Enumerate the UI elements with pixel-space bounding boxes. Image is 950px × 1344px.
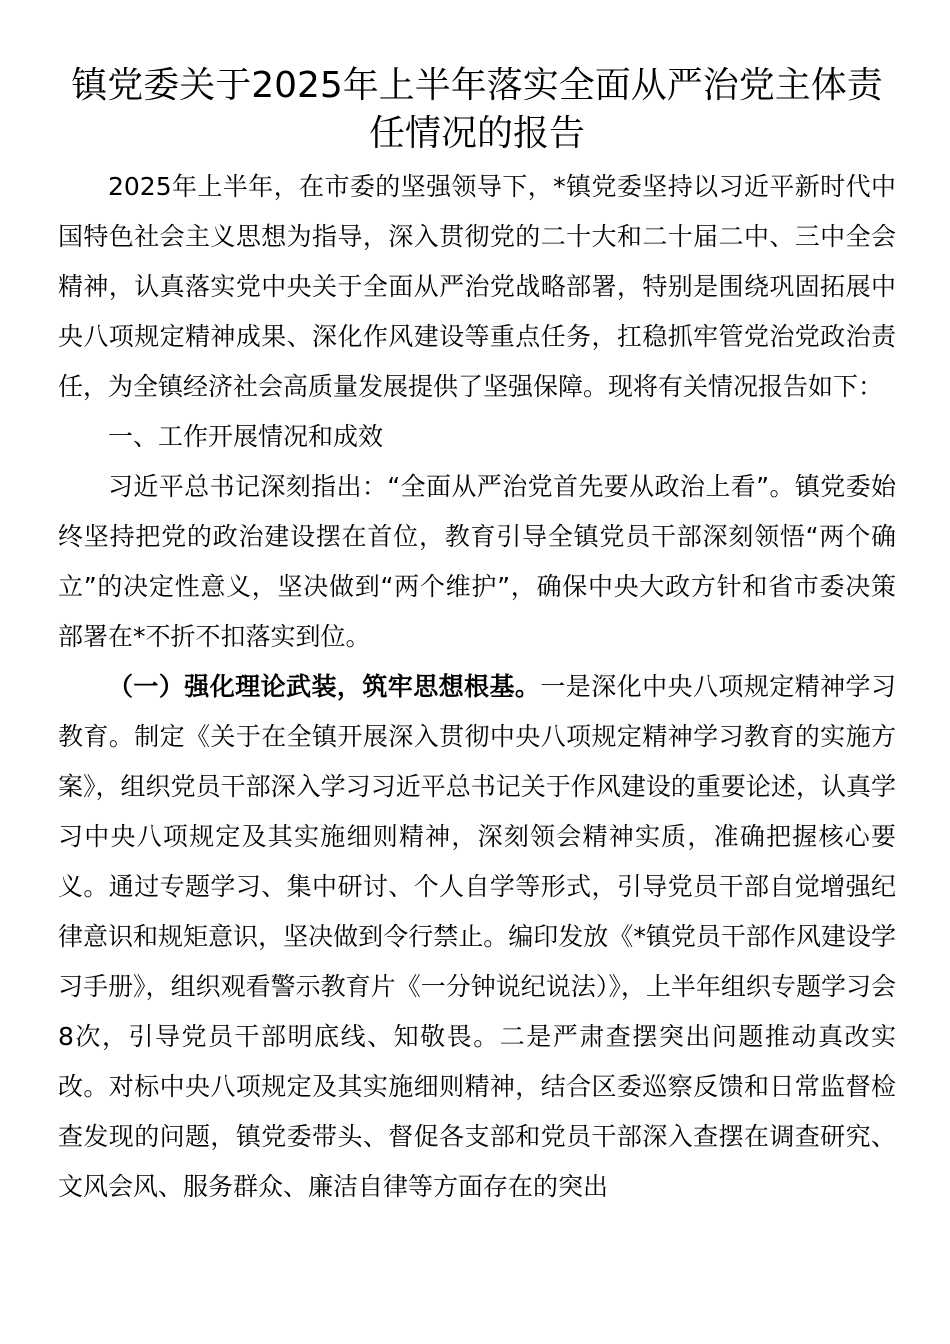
section-heading: 一、工作开展情况和成效 <box>108 422 384 451</box>
body-paragraph: 习近平总书记深刻指出：“全面从严治党首先要从政治上看”。镇党委始终坚持把党的政治建设摆在首位，教育引导全镇党员干部深刻领悟“两个确立”的决定性意义，坚决做到“两个维护”，确保中央大政方针和省市委决策部署在*不折不扣落实到位。 <box>58 472 896 651</box>
subsection-heading: （一）强化理论武装，筑牢思想根基。 <box>108 672 541 701</box>
intro-paragraph: 2025年上半年，在市委的坚强领导下，*镇党委坚持以习近平新时代中国特色社会主义思想为指导，深入贯彻党的二十大和二十届二中、三中全会精神，认真落实党中央关于全面从严治党战略部署，特别是围绕巩固拓展中央八项规定精神成果、深化作风建设等重点任务，扛稳抓牢管党治党政治责任，为全镇经济社会高质量发展提供了坚强保障。现将有关情况报告如下： <box>58 172 896 401</box>
document-title: 镇党委关于2025年上半年落实全面从严治党主体责任情况的报告 <box>71 65 883 154</box>
subsection-body: 一是深化中央八项规定精神学习教育。制定《关于在全镇开展深入贯彻中央八项规定精神学习教育的实施方案》，组织党员干部深入学习习近平总书记关于作风建设的重要论述，认真学习中央八项规定及其实施细则精神，深刻领会精神实质，准确把握核心要义。通过专题学习、集中研讨、个人自学等形式，引导党员干部自觉增强纪律意识和规矩意识，坚决做到令行禁止。编印发放《*镇党员干部作风建设学习手册》，组织观看警示教育片《一分钟说纪说法）》，上半年组织专题学习会8次，引导党员干部明底线、知敬畏。二是严肃查摆突出问题推动真改实改。对标中央八项规定及其实施细则精神，结合区委巡察反馈和日常监督检查发现的问题，镇党委带头、督促各支部和党员干部深入查摆在调查研究、文风会风、服务群众、廉洁自律等方面存在的突出 <box>58 672 896 1201</box>
subsection-paragraph <box>58 662 896 1212</box>
document-page <box>58 62 896 1212</box>
